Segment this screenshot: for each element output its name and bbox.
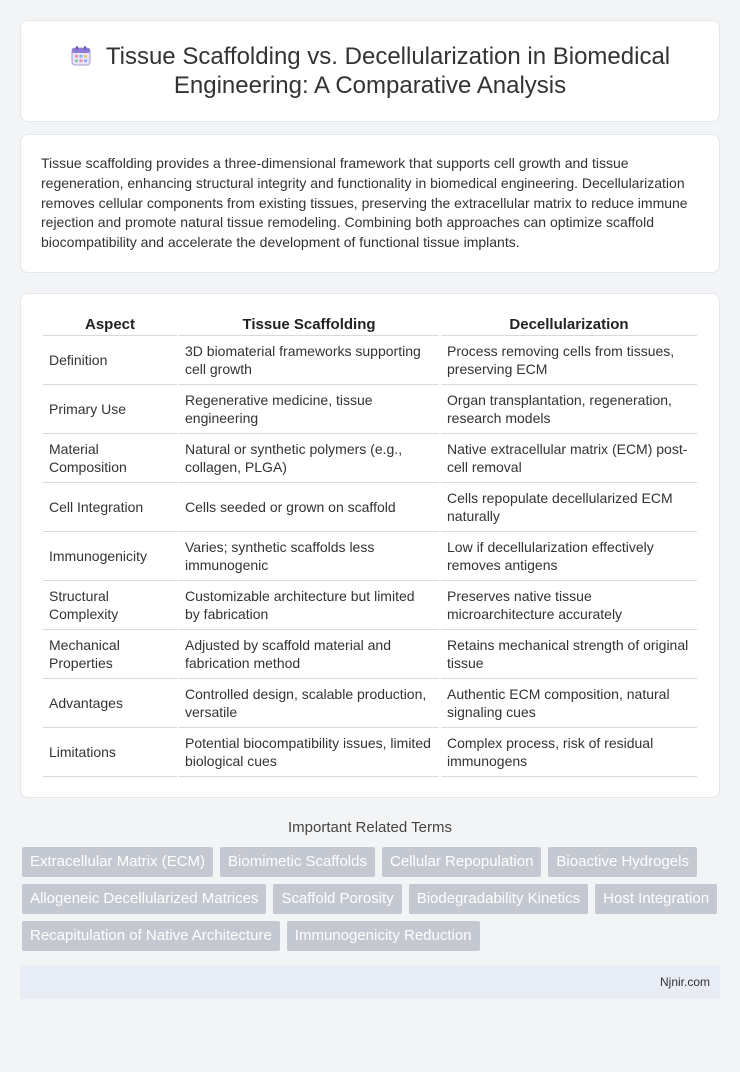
related-term-tag[interactable]: Biodegradability Kinetics: [409, 884, 588, 914]
header-tissue-scaffolding: Tissue Scaffolding: [179, 310, 439, 336]
row-tissue-scaffolding: Regenerative medicine, tissue engineering: [179, 385, 439, 434]
related-term-tag[interactable]: Bioactive Hydrogels: [548, 847, 697, 877]
footer: [20, 965, 720, 999]
row-decellularization: Complex process, risk of residual immunogens: [441, 728, 697, 777]
row-decellularization: Native extracellular matrix (ECM) post-cell removal: [441, 434, 697, 483]
related-term-tag[interactable]: Cellular Repopulation: [382, 847, 541, 877]
row-aspect: Advantages: [43, 679, 177, 728]
table-row: [43, 630, 697, 679]
row-decellularization: Authentic ECM composition, natural signaling cues: [441, 679, 697, 728]
related-term-tag[interactable]: Immunogenicity Reduction: [287, 921, 480, 951]
row-tissue-scaffolding: Customizable architecture but limited by fabrication: [179, 581, 439, 630]
row-decellularization: Process removing cells from tissues, preserving ECM: [441, 336, 697, 385]
row-tissue-scaffolding: Natural or synthetic polymers (e.g., collagen, PLGA): [179, 434, 439, 483]
header-aspect: Aspect: [43, 310, 177, 336]
header-decellularization: Decellularization: [441, 310, 697, 336]
related-term-tag[interactable]: Scaffold Porosity: [273, 884, 401, 914]
related-term-tag[interactable]: Biomimetic Scaffolds: [220, 847, 375, 877]
row-decellularization: Cells repopulate decellularized ECM naturally: [441, 483, 697, 532]
row-aspect: Primary Use: [43, 385, 177, 434]
row-tissue-scaffolding: Adjusted by scaffold material and fabrication method: [179, 630, 439, 679]
comparison-table: [41, 310, 699, 777]
row-aspect: Immunogenicity: [43, 532, 177, 581]
row-decellularization: Preserves native tissue microarchitecture accurately: [441, 581, 697, 630]
table-row: [43, 728, 697, 777]
table-row: [43, 532, 697, 581]
intro-text: Tissue scaffolding provides a three-dimensional framework that supports cell growth and tissue regeneration, enhancing structural integrity and functionality in biomedical engineering. Decellularization removes cellular components from existing tissues, preserving the extracellular matrix to reduce immune rejection and promote natural tissue remodeling. Combining both approaches can optimize scaffold biocompatibility and accelerate the development of functional tissue implants.: [41, 155, 688, 251]
table-row: [43, 434, 697, 483]
row-aspect: Cell Integration: [43, 483, 177, 532]
related-term-tag[interactable]: Allogeneic Decellularized Matrices: [22, 884, 266, 914]
row-aspect: Limitations: [43, 728, 177, 777]
row-tissue-scaffolding: Potential biocompatibility issues, limited biological cues: [179, 728, 439, 777]
page-title-text: Tissue Scaffolding vs. Decellularization in Biomedical Engineering: A Comparative Analysis: [105, 43, 671, 99]
row-aspect: Material Composition: [43, 434, 177, 483]
table-row: [43, 336, 697, 385]
row-tissue-scaffolding: Controlled design, scalable production, versatile: [179, 679, 439, 728]
row-tissue-scaffolding: 3D biomaterial frameworks supporting cell growth: [179, 336, 439, 385]
row-tissue-scaffolding: Cells seeded or grown on scaffold: [179, 483, 439, 532]
title-card: [20, 20, 720, 122]
related-term-tag[interactable]: Recapitulation of Native Architecture: [22, 921, 280, 951]
related-term-tag[interactable]: Extracellular Matrix (ECM): [22, 847, 213, 877]
row-tissue-scaffolding: Varies; synthetic scaffolds less immunogenic: [179, 532, 439, 581]
table-row: [43, 483, 697, 532]
table-row: [43, 385, 697, 434]
row-aspect: Structural Complexity: [43, 581, 177, 630]
calendar-icon: [70, 45, 92, 67]
page-title: [51, 42, 689, 100]
row-aspect: Definition: [43, 336, 177, 385]
row-decellularization: Low if decellularization effectively removes antigens: [441, 532, 697, 581]
row-aspect: Mechanical Properties: [43, 630, 177, 679]
related-terms-heading: Important Related Terms: [288, 818, 452, 836]
table-row: [43, 581, 697, 630]
related-terms-list: [20, 847, 720, 951]
related-term-tag[interactable]: Host Integration: [595, 884, 717, 914]
table-header-row: [43, 310, 697, 336]
comparison-table-card: [20, 293, 720, 798]
row-decellularization: Organ transplantation, regeneration, research models: [441, 385, 697, 434]
table-row: [43, 679, 697, 728]
intro-card: [20, 134, 720, 273]
row-decellularization: Retains mechanical strength of original tissue: [441, 630, 697, 679]
footer-brand[interactable]: Njnir.com: [659, 974, 710, 989]
